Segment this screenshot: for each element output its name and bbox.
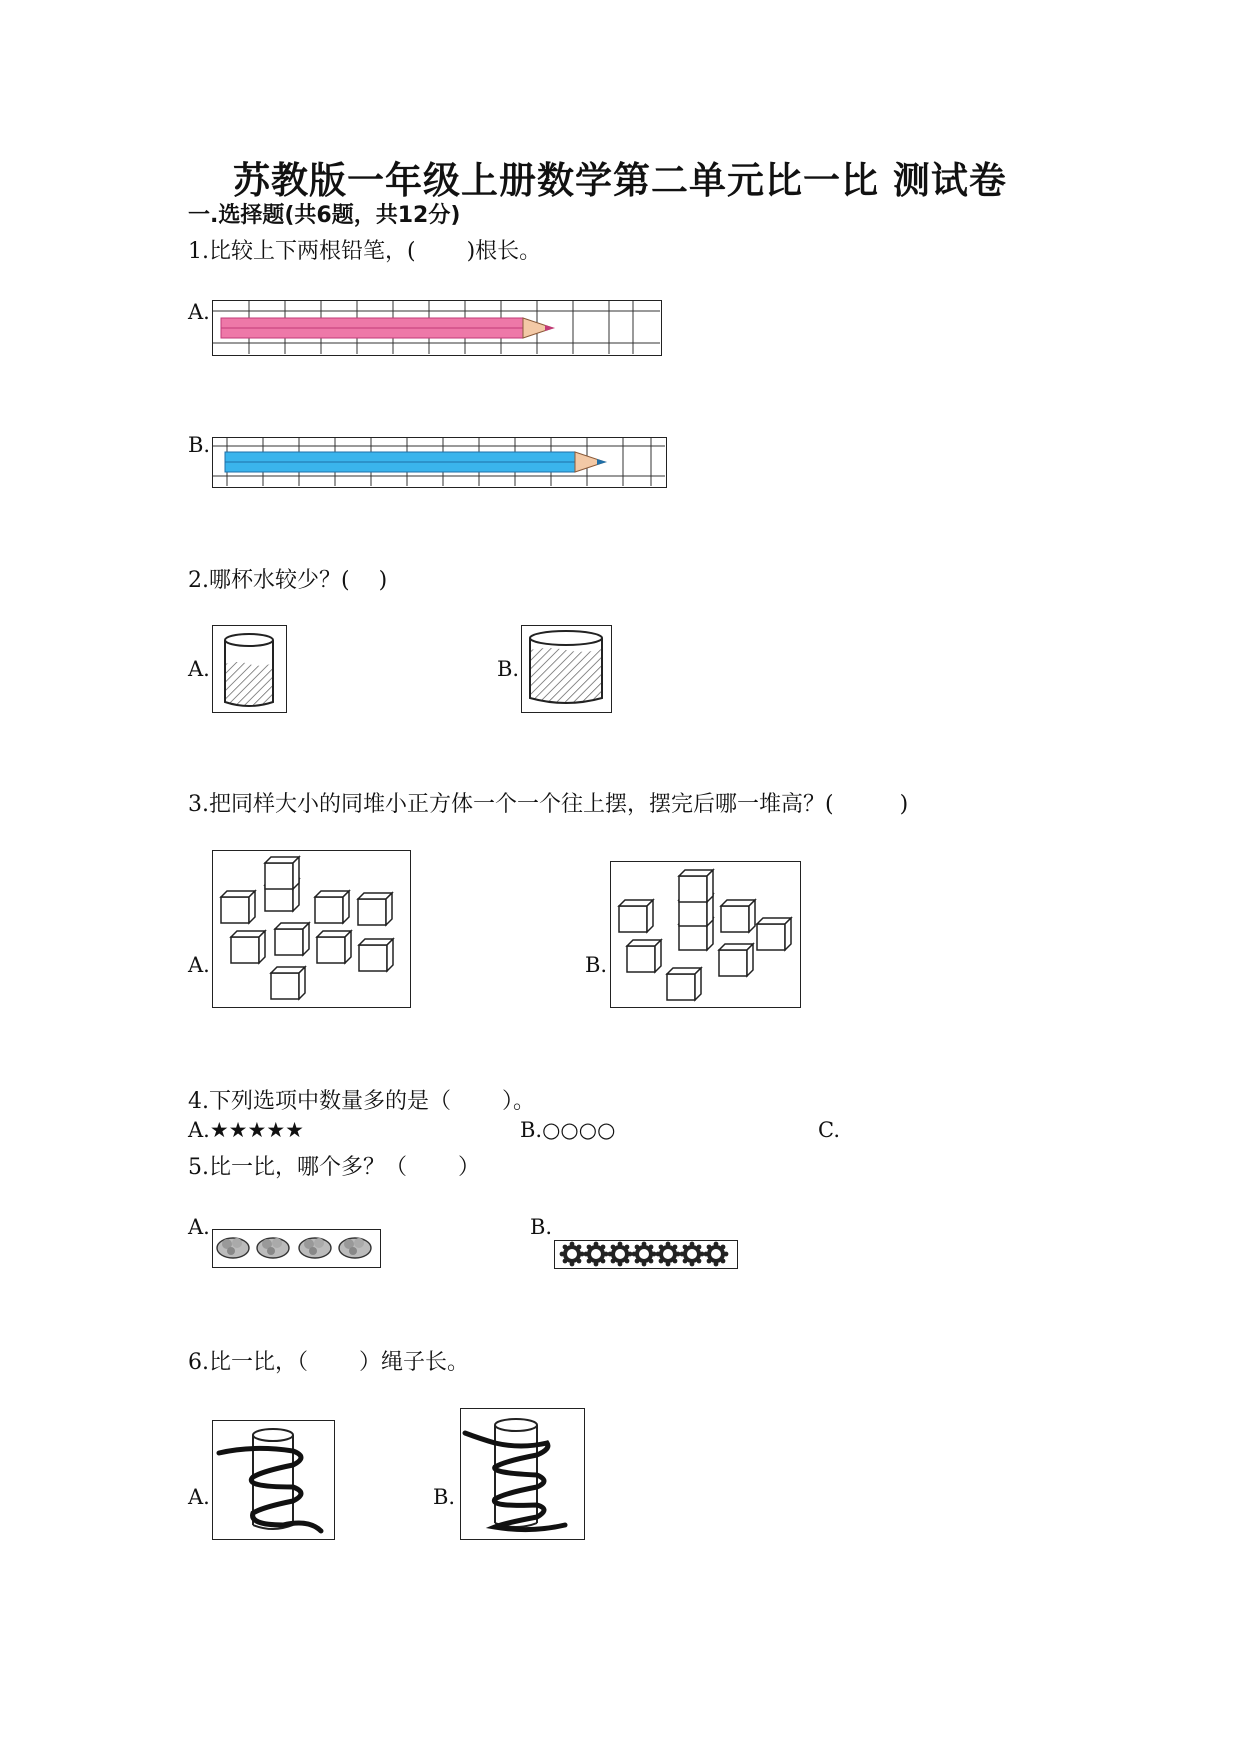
q5-clouds-a-figure [212,1229,381,1268]
question-5: 5.比一比，哪个多？（ ） [188,1155,480,1180]
pink-pencil-icon [213,301,660,354]
question-1: 1.比较上下两根铅笔，( )根长。 [188,239,542,264]
rope-pole-icon [213,1421,333,1538]
question-4: 4.下列选项中数量多的是（ ）。 [188,1089,535,1114]
section-heading: 一.选择题(共6题，共12分) [188,203,461,228]
cloud-icons [213,1230,379,1266]
q2-cup-a-figure [212,625,287,713]
q1-option-b-label: B. [188,433,211,457]
q3-cubes-b-figure [610,861,801,1008]
q6-option-b-label: B. [433,1485,456,1509]
q5-option-b-label: B. [530,1215,553,1239]
q3-option-b-label: B. [585,953,608,977]
cubes-icon [213,851,409,1006]
q5-option-a-label: A. [188,1215,210,1239]
water-cup-icon [522,626,610,711]
q1-option-a-label: A. [188,300,210,324]
water-cup-icon [213,626,285,711]
q4-option-b: B.○○○○ [520,1118,616,1142]
q5-flowers-b-figure [554,1240,738,1269]
q4-option-a: A.★★★★★ [188,1118,304,1142]
rope-pole-icon [461,1409,583,1538]
q6-option-a-label: A. [188,1485,210,1509]
flower-icons [555,1241,736,1267]
q1-pencil-a-figure [212,300,662,356]
q3-cubes-a-figure [212,850,411,1008]
question-6: 6.比一比，（ ）绳子长。 [188,1350,469,1375]
cubes-icon [611,862,799,1006]
blue-pencil-icon [213,438,665,486]
question-3: 3.把同样大小的同堆小正方体一个一个往上摆，摆完后哪一堆高？( ) [188,792,909,817]
q1-pencil-b-figure [212,437,667,488]
q2-cup-b-figure [521,625,612,713]
q3-option-a-label: A. [188,953,210,977]
q6-rope-b-figure [460,1408,585,1540]
q2-option-b-label: B. [497,657,520,681]
question-2: 2.哪杯水较少？( ) [188,568,388,593]
page-title: 苏教版一年级上册数学第二单元比一比 测试卷 [233,159,1007,202]
q4-option-c: C. [818,1118,840,1142]
q2-option-a-label: A. [188,657,210,681]
q6-rope-a-figure [212,1420,335,1540]
